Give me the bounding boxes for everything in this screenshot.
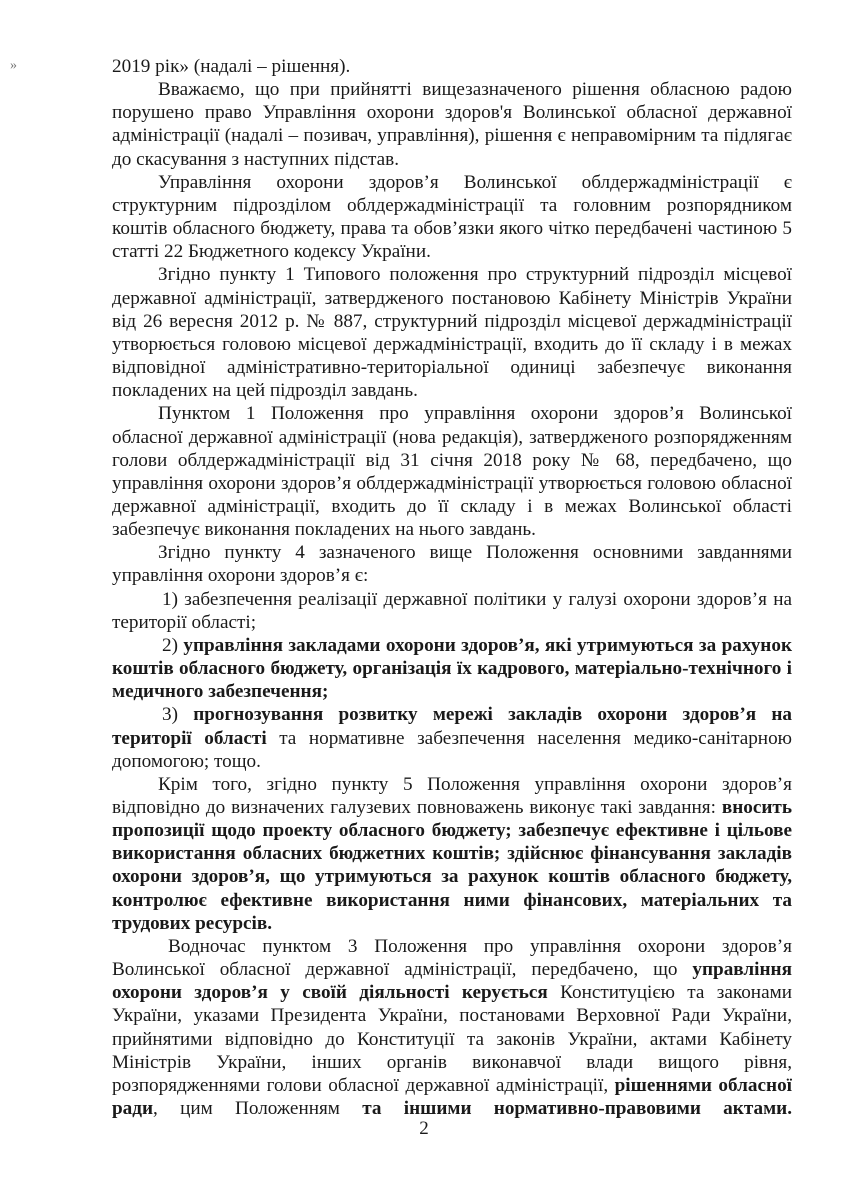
text-segment: та нормативне забезпечення населення медико-санітарною допомогою; тощо. bbox=[112, 727, 793, 772]
paragraph bbox=[112, 541, 792, 587]
text-segment: Водночас пунктом 3 Положення про управління охорони здоров’я Волинської обласної державної адміністрації, передбачено, що bbox=[112, 935, 792, 981]
paragraph bbox=[112, 402, 792, 541]
text-segment: Крім того, згідно пункту 5 Положення управління охорони здоров’я відповідно до визначених галузевих повноважень виконує такі завдання: bbox=[112, 773, 792, 818]
document-body bbox=[112, 55, 792, 1120]
bold-segment: вносить пропозиції щодо проекту обласного бюджету; забезпечує ефективне і цільове використання обласних бюджетних коштів; здійснює фінансування закладів охорони здоров’я, що утримуються за рахунок коштів обласного бюджету, контролює ефективне використання ними фінансових, матеріальних та трудових ресурсів. bbox=[112, 797, 792, 934]
text-segment: 2019 рік» (надалі – рішення). bbox=[112, 56, 351, 77]
bold-segment: прогнозування розвитку мережі закладів охорони здоров’я на території області bbox=[112, 704, 793, 749]
bold-segment: управління охорони здоров’я у своїй діяльності керується bbox=[112, 959, 792, 1004]
text-segment: Згідно пункту 4 зазначеного вище Положення основними завданнями управління охорони здоров’я є: bbox=[112, 542, 792, 587]
list-item bbox=[112, 703, 792, 772]
paragraph bbox=[112, 263, 792, 402]
page-mark: » bbox=[10, 58, 17, 73]
page-number: 2 bbox=[419, 1118, 429, 1139]
list-item bbox=[112, 634, 792, 703]
text-segment: 2) bbox=[162, 634, 184, 656]
text-segment: Згідно пункту 1 Типового положення про структурний підрозділ місцевої державної адміністрації, затвердженого постановою Кабінету Міністрів України від 26 вересня 2012 р. № 887, структурний підрозділ місцевої держадміністрації утворюється головою місцевої держадміністрації, входить до її складу і в межах відповідної адміністративно-територіальної одиниці забезпечує виконання покладених на цей підрозділ завдань. bbox=[112, 264, 792, 402]
paragraph bbox=[112, 935, 792, 1120]
bold-segment: та іншими нормативно-правовими актами. bbox=[362, 1098, 793, 1120]
text-segment: Управління охорони здоров’я Волинської облдержадміністрації є структурним підрозділом облдержадміністрації та головним розпорядником коштів обласного бюджету, права та обов’язки якого чітко передбачені частиною 5 статті 22 Бюджетного кодексу України. bbox=[112, 171, 792, 263]
paragraph bbox=[112, 171, 792, 264]
text-segment: Пунктом 1 Положення про управління охорони здоров’я Волинської обласної державної адміністрації (нова редакція), затвердженого розпорядженням голови облдержадміністрації від 31 січня 2018 року № 68, передбачено, що управління охорони здоров’я облдержадміністрації утворюється головою обласної державної адміністрації, входить до її складу і в межах Волинської області забезпечує виконання покладених на нього завдань. bbox=[112, 403, 792, 541]
bold-segment: рішеннями обласної ради bbox=[112, 1074, 792, 1120]
bold-segment: управління закладами охорони здоров’я, які утримуються за рахунок коштів обласного бюджету, організація їх кадрового, матеріально-технічного і медичного забезпечення; bbox=[112, 634, 793, 703]
paragraph bbox=[112, 773, 792, 935]
paragraph bbox=[112, 55, 792, 78]
text-segment: Конституцією та законами України, указами Президента України, постановами Верховної Ради України, прийнятими відповідно до Конституції та законів України, актами Кабінету Міністрів України, інших органів виконавчої влади вищого рівня, розпорядженнями голови обласної державної адміністрації, bbox=[112, 982, 793, 1096]
paragraph bbox=[112, 78, 792, 171]
text-segment: Вважаємо, що при прийнятті вищезазначеного рішення обласною радою порушено право Управління охорони здоров'я Волинської обласної державної адміністрації (надалі – позивач, управління), рішення є неправомірним та підлягає до скасування з наступних підстав. bbox=[112, 79, 792, 170]
list-item bbox=[112, 588, 792, 634]
text-segment: 1) забезпечення реалізації державної політики у галузі охорони здоров’я на території області; bbox=[112, 588, 792, 633]
text-segment: , цим Положенням bbox=[153, 1098, 363, 1120]
text-segment: 3) bbox=[162, 704, 194, 726]
